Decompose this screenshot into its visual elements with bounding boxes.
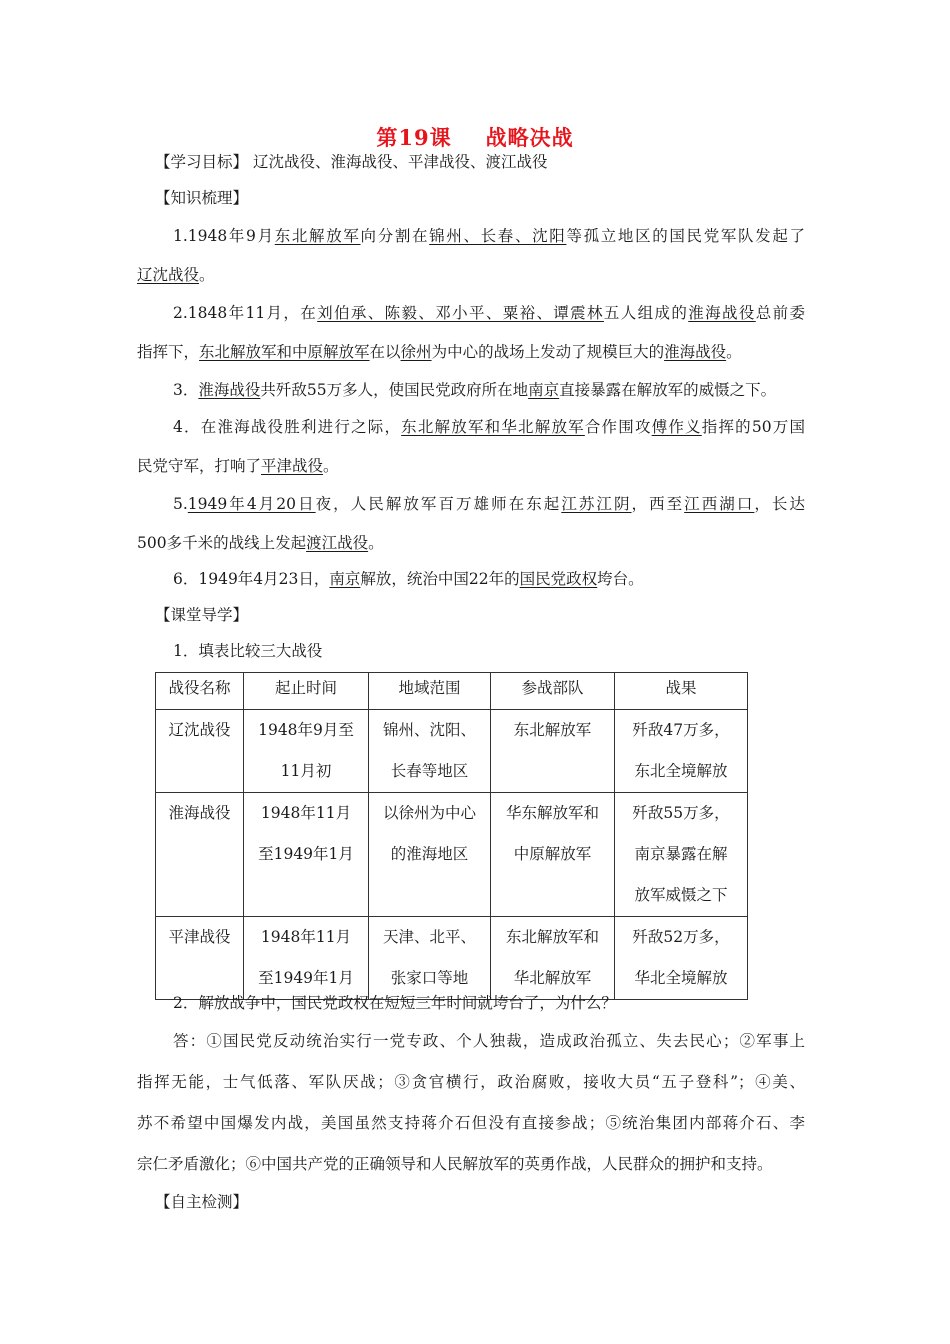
cell-text: 东北全境解放 — [634, 762, 728, 780]
question-2: 2．解放战争中，国民党政权在短短三年时间就垮台了，为什么？ — [173, 994, 617, 1012]
text: 解放，统治中国22年的 — [360, 570, 520, 588]
text: ，西至 — [631, 495, 685, 513]
knowledge-item-6 — [173, 569, 644, 589]
table-cell-result — [615, 793, 748, 917]
knowledge-item-2 — [173, 303, 805, 323]
cell-text: 歼敌52万多， — [632, 928, 730, 946]
text: 共歼敌55万多人，使国民党政府所在地 — [260, 381, 529, 399]
text: 。 — [323, 457, 339, 475]
knowledge-item-2-cont — [137, 342, 742, 362]
answer-blank: 东北解放军和中原解放军 — [199, 343, 370, 361]
answer-line: 指挥无能，士气低落、军队厌战；③贪官横行，政治腐败，接收大员“五子登科”；④美、 — [137, 1073, 805, 1091]
answer-blank: 江西湖口 — [684, 495, 755, 513]
answer-blank: 锦州、长春、沈阳 — [429, 227, 567, 245]
table-header: 战役名称 — [156, 673, 244, 710]
cell-text: 淮海战役 — [168, 804, 231, 822]
cell-text: 辽沈战役 — [168, 721, 231, 739]
table-cell-time — [244, 793, 369, 917]
cell-text: 1948年11月 — [260, 804, 352, 822]
goals-label: 【学习目标】 — [155, 153, 249, 171]
cell-text: 11月初 — [280, 762, 332, 780]
cell-text: 1948年9月至 — [258, 721, 354, 739]
lesson-topic: 战略决战 — [485, 125, 574, 150]
answer-line: 答：①国民党反动统治实行一党专政、个人独裁，造成政治孤立、失去民心；②军事上 — [173, 1032, 805, 1050]
table-cell-area — [369, 793, 491, 917]
table-row — [156, 917, 748, 1000]
cell-text: 平津战役 — [168, 928, 231, 946]
text: 夜，人民解放军百万雄师在东起 — [315, 495, 562, 513]
text: 在以 — [369, 343, 401, 361]
table-cell-time — [244, 917, 369, 1000]
cell-text: 1948年11月 — [260, 928, 352, 946]
text: 2.1848年11月，在 — [173, 304, 318, 322]
cell-text: 东北解放军和 — [505, 928, 599, 946]
table-cell-troops — [491, 917, 615, 1000]
cell-text: 天津、北平、 — [382, 928, 476, 946]
answer-blank: 淮海战役 — [198, 381, 261, 399]
knowledge-item-4-cont — [137, 456, 339, 476]
table-row — [156, 793, 748, 917]
table-header: 地域范围 — [369, 673, 491, 710]
answer-blank: 1949年4月20日 — [187, 495, 316, 513]
text: 5. — [173, 495, 188, 513]
answer-blank: 南京 — [329, 570, 361, 588]
cell-text: 东北解放军 — [513, 721, 592, 739]
cell-text: 至1949年1月 — [258, 845, 354, 863]
knowledge-item-3 — [173, 380, 776, 400]
cell-text: 锦州、沈阳、 — [382, 721, 476, 739]
answer-blank: 平津战役 — [261, 457, 324, 475]
table-row — [156, 710, 748, 793]
knowledge-item-5-cont — [137, 533, 384, 553]
text: 1.1948年9月 — [173, 227, 275, 245]
answer-blank: 渡江战役 — [306, 534, 369, 552]
classroom-label: 【课堂导学】 — [155, 606, 249, 624]
answer-blank: 辽沈战役 — [137, 266, 200, 284]
question-1: 1．填表比较三大战役 — [173, 642, 323, 660]
table-header: 起止时间 — [244, 673, 369, 710]
table-cell-area — [369, 710, 491, 793]
cell-text: 华东解放军和 — [505, 804, 599, 822]
table-cell-time — [244, 710, 369, 793]
answer-line: 苏不希望中国爆发内战，美国虽然支持蒋介石但没有直接参战；⑤统治集团内部蒋介石、李 — [137, 1114, 805, 1132]
text: 等孤立地区的国民党军队发起了 — [566, 227, 805, 245]
table-header-row — [156, 673, 748, 710]
text: 为中心的战场上发动了规模巨大的 — [431, 343, 665, 361]
knowledge-item-1 — [173, 226, 805, 246]
text: 向分割在 — [360, 227, 430, 245]
table-cell-result — [615, 710, 748, 793]
battle-comparison-table — [155, 672, 748, 1000]
table-cell-troops — [491, 710, 615, 793]
selfcheck-label: 【自主检测】 — [155, 1193, 249, 1211]
text: 指挥下， — [137, 343, 200, 361]
text: 直接暴露在解放军的威慑之下。 — [559, 381, 777, 399]
table-cell-battle — [156, 710, 244, 793]
lesson-number: 第19课 — [376, 125, 452, 150]
cell-text: 的淮海地区 — [390, 845, 469, 863]
answer-blank: 淮海战役 — [664, 343, 727, 361]
text: 6．1949年4月23日， — [173, 570, 330, 588]
text: 4．在淮海战役胜利进行之际， — [173, 418, 402, 436]
cell-text: 华北解放军 — [513, 969, 592, 987]
cell-text: 张家口等地 — [390, 969, 469, 987]
answer-blank: 傅作义 — [651, 418, 702, 436]
table-header: 参战部队 — [491, 673, 615, 710]
answer-blank: 江苏江阴 — [561, 495, 632, 513]
table-cell-troops — [491, 793, 615, 917]
answer-blank: 国民党政权 — [519, 570, 598, 588]
text: 。 — [726, 343, 742, 361]
text: 垮台。 — [597, 570, 644, 588]
answer-blank: 东北解放军和华北解放军 — [401, 418, 585, 436]
knowledge-item-4 — [173, 417, 805, 437]
table-cell-area — [369, 917, 491, 1000]
text: 。 — [368, 534, 384, 552]
cell-text: 至1949年1月 — [258, 969, 354, 987]
goals-text: 辽沈战役、淮海战役、平津战役、渡江战役 — [252, 153, 548, 171]
lesson-title — [0, 122, 950, 152]
answer-blank: 南京 — [528, 381, 560, 399]
text: ，长达 — [754, 495, 805, 513]
text: 指挥的50万国 — [701, 418, 805, 436]
text: 五人组成的 — [603, 304, 689, 322]
answer-blank: 刘伯承、陈毅、邓小平、粟裕、谭震林 — [317, 304, 604, 322]
answer-blank: 淮海战役 — [688, 304, 756, 322]
cell-text: 华北全境解放 — [634, 969, 728, 987]
cell-text: 歼敌47万多， — [632, 721, 730, 739]
text: 500多千米的战线上发起 — [137, 534, 307, 552]
cell-text: 南京暴露在解 — [634, 845, 728, 863]
text: 民党守军，打响了 — [137, 457, 262, 475]
learning-goals — [155, 152, 547, 172]
table-cell-result — [615, 917, 748, 1000]
text: 合作围攻 — [584, 418, 652, 436]
cell-text: 中原解放军 — [513, 845, 592, 863]
knowledge-label: 【知识梳理】 — [155, 189, 249, 207]
cell-text: 以徐州为中心 — [382, 804, 476, 822]
knowledge-item-5 — [173, 494, 805, 514]
answer-line: 宗仁矛盾激化；⑥中国共产党的正确领导和人民解放军的英勇作战，人民群众的拥护和支持。 — [137, 1155, 773, 1173]
text: 总前委 — [755, 304, 805, 322]
answer-blank: 徐州 — [400, 343, 432, 361]
table-header: 战果 — [615, 673, 748, 710]
table-cell-battle — [156, 793, 244, 917]
knowledge-item-1-cont — [137, 265, 215, 285]
cell-text: 歼敌55万多， — [632, 804, 730, 822]
table-cell-battle — [156, 917, 244, 1000]
answer-blank: 东北解放军 — [274, 227, 361, 245]
cell-text: 放军威慑之下 — [634, 886, 728, 904]
cell-text: 长春等地区 — [390, 762, 469, 780]
text: 3． — [173, 381, 199, 399]
text: 。 — [199, 266, 215, 284]
